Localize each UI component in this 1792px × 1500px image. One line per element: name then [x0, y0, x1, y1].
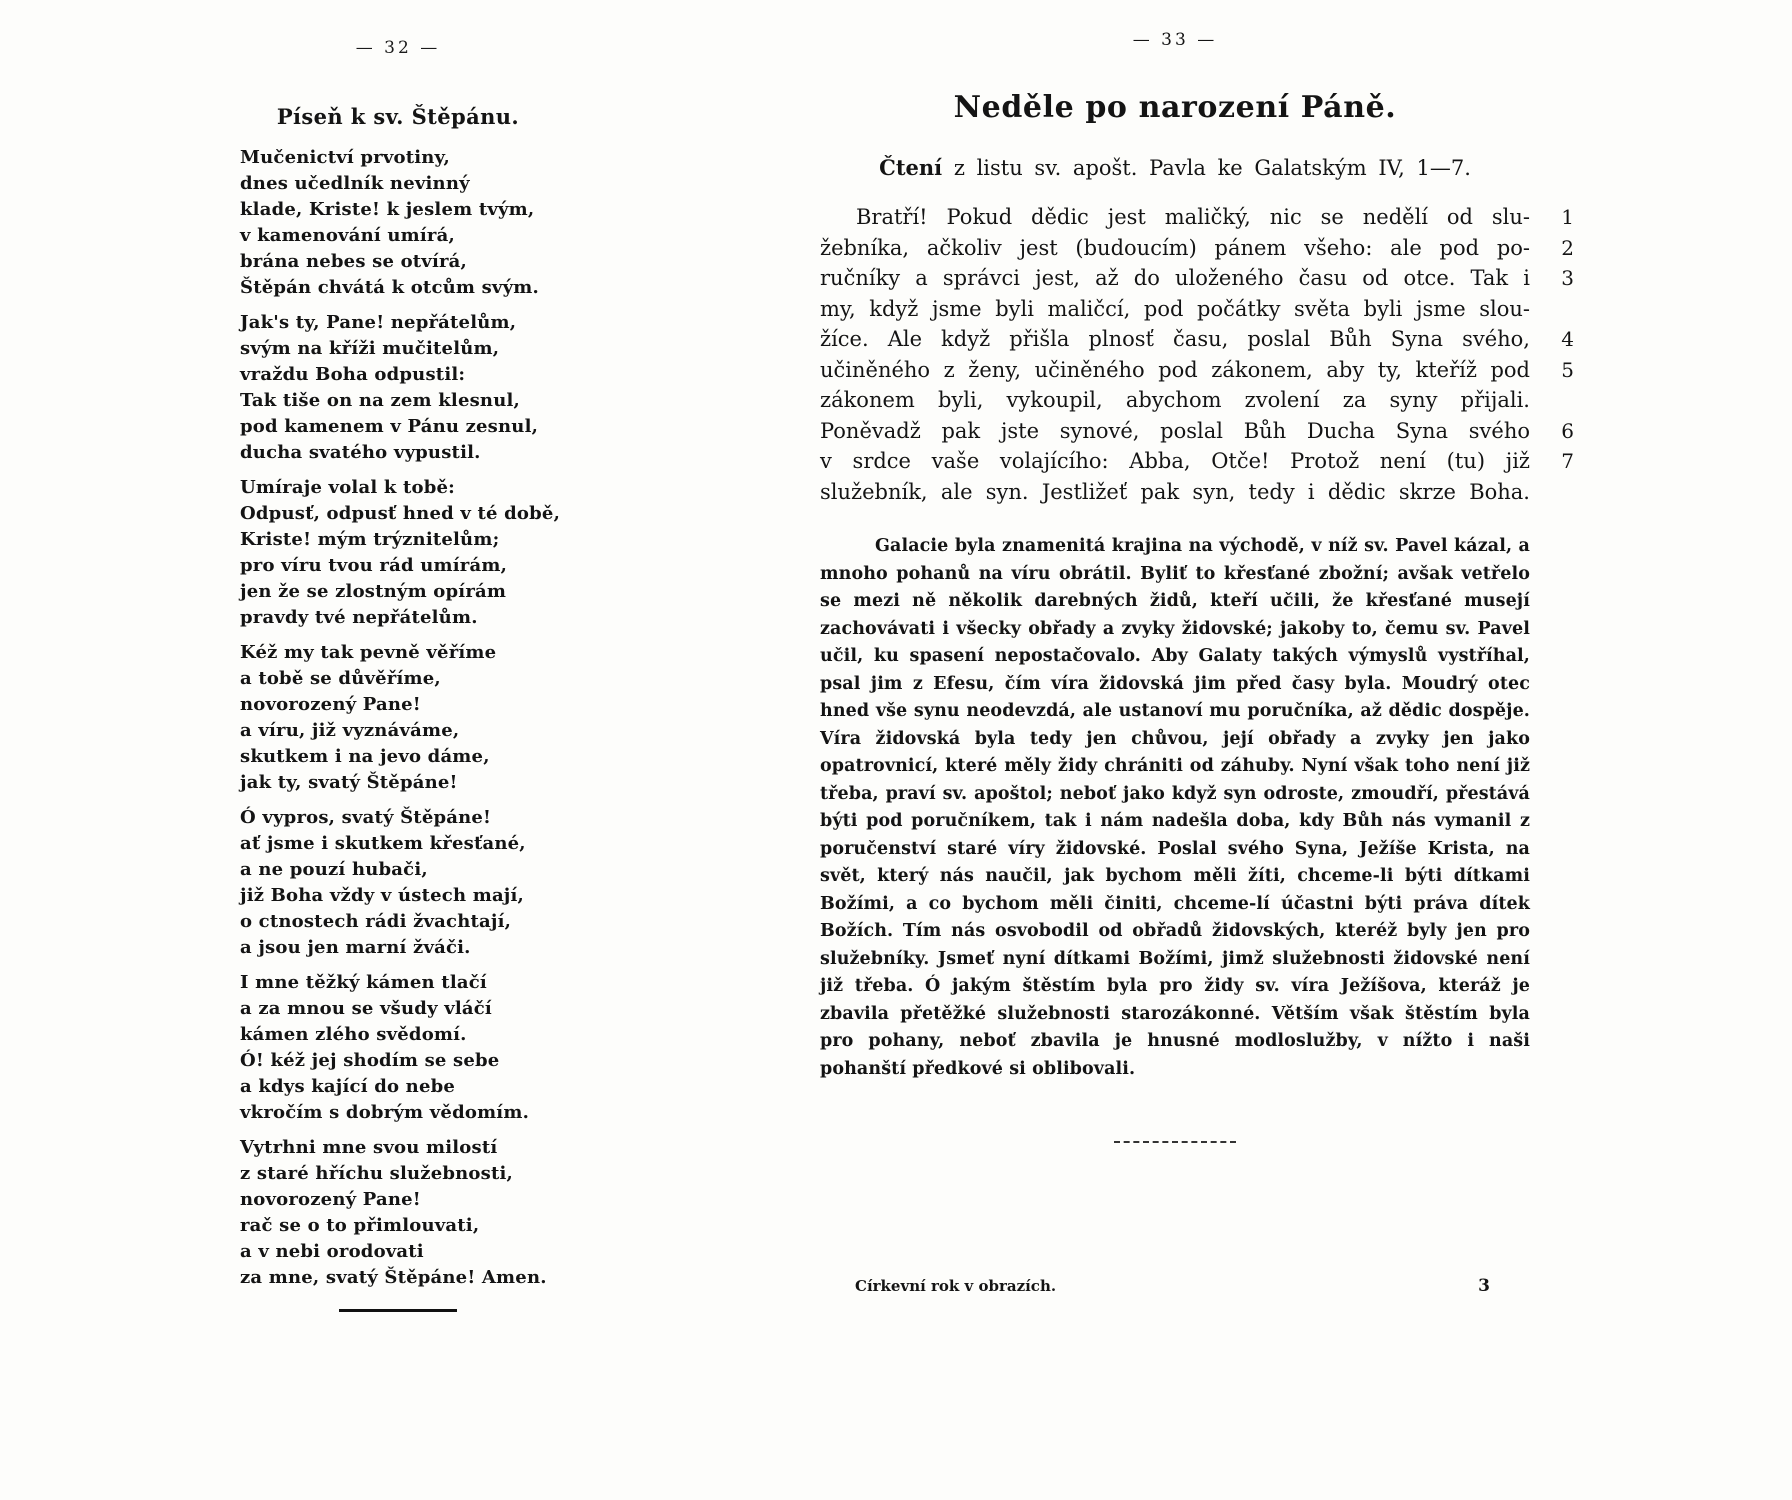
verse-number: 7 — [1561, 449, 1574, 473]
scripture-line-text: žíce. Ale když přišla plnosť času, poslal Bůh Syna svého, — [820, 327, 1530, 351]
poem — [240, 145, 561, 1291]
scripture-line — [820, 416, 1580, 447]
scripture-line-text: Poněvadž pak jste synové, poslal Bůh Ducha Syna svého — [820, 418, 1530, 443]
page-right — [820, 30, 1580, 1296]
verse-number — [1530, 385, 1574, 416]
poem-line: ducha svatého vypustil. — [240, 442, 481, 463]
poem-line: a tobě se důvěříme, — [240, 668, 441, 689]
scripture-line — [820, 263, 1580, 294]
poem-line: kámen zlého svědomí. — [240, 1024, 467, 1045]
verse-number: 1 — [1561, 205, 1574, 229]
poem-line: rač se o to přimlouvati, — [240, 1215, 480, 1236]
scripture-line — [820, 233, 1580, 264]
scripture-line-text: ručníky a správci jest, až do uloženého času od otce. Tak i — [820, 266, 1530, 290]
scripture-line-text: my, když jsme byli maličcí, pod počátky světa byli jsme slou- — [820, 296, 1530, 321]
poem-line: a kdys kající do nebe — [240, 1076, 456, 1097]
reading-heading-lead: Čtení — [879, 155, 943, 180]
footer-book-title: Církevní rok v obrazích. — [855, 1277, 1057, 1295]
verse-number: 6 — [1561, 418, 1574, 443]
left-page-title: Píseň k sv. Štěpánu. — [276, 104, 520, 129]
scripture-line — [820, 202, 1580, 233]
right-page-title: Neděle po narození Páně. — [953, 90, 1397, 125]
poem-line: jen že se zlostným opírám — [240, 581, 507, 602]
scripture-line-text: učiněného z ženy, učiněného pod zákonem, aby ty, kteříž pod — [820, 357, 1530, 382]
scripture-line-text: zákonem byli, vykoupil, abychom zvolení za syny přijali. — [820, 388, 1530, 412]
poem-line: z staré hříchu služebnosti, — [240, 1163, 513, 1184]
poem-line: Vytrhni mne svou milostí — [240, 1137, 498, 1158]
poem-stanza — [240, 1135, 556, 1291]
poem-line: již Boha vždy v ústech mají, — [240, 885, 525, 906]
poem-stanza — [240, 145, 556, 301]
poem-line: pro víru tvou rád umírám, — [240, 555, 508, 576]
poem-line: novorozený Pane! — [240, 1189, 421, 1210]
poem-line: svým na kříži mučitelům, — [240, 338, 500, 359]
poem-line: skutkem i na jevo dáme, — [240, 746, 490, 767]
poem-line: Štěpán chvátá k otcům svým. — [240, 277, 539, 298]
scripture-line-text: v srdce vaše volajícího: Abba, Otče! Protož není (tu) již — [820, 449, 1530, 473]
scripture-line — [820, 355, 1580, 386]
scripture-line-text: žebníka, ačkoliv jest (budoucím) pánem všeho: ale pod po- — [820, 235, 1530, 260]
poem-line: Kéž my tak pevně věříme — [240, 642, 497, 663]
verse-number: 5 — [1561, 357, 1574, 382]
poem-stanza — [240, 310, 556, 466]
commentary-paragraph: Galacie byla znamenitá krajina na východě, v níž sv. Pavel kázal, a mnoho pohanů na víru obrátil. Byliť to křesťané zbožní; avšak vetřelo se mezi ně několik darebných židů, kteří učili, že křesťané musejí zachovávati i všecky obřady a zvyky židovské; jakoby to, čemu sv. Pavel učil, ku spasení nepostačovalo. Aby Galaty takých výmyslů vystříhal, psal jim z Efesu, čím víra židovská jim před časy byla. Moudrý otec hned vše synu neodevzdá, ale ustanoví mu poručníka, až dědic dospěje. Víra židovská byla tedy jen chůvou, její obřady a zvyky jen jako opatrovnicí, které měly židy chrániti od záhuby. Nyní však toho není již třeba, praví sv. apoštol; neboť jako když syn odroste, zmoudří, přestává býti pod poručníkem, tak i nám nadešla doba, kdy Bůh nás vymanil z poručenství staré víry židovské. Poslal svého Syna, Ježíše Krista, na svět, který nás naučil, jak bychom měli žíti, chceme-li býti dítkami Božími, a co bychom měli činiti, chceme-lí účastni býti práva dítek Božích. Tím nás osvobodil od obřadů židovských, kteréž byly jen pro služebníky. Jsmeť nyní dítkami Božími, jimž služebnosti židovské není již třeba. Ó jakým štěstím byla pro židy sv. víra Ježíšova, kteráž je zbavila přetěžké služebnosti starozákonné. Větším však štěstím byla pro pohany, neboť zbavila je hnusné modloslužby, v nížto i naši pohanští předkové si oblibovali. — [820, 536, 1530, 1079]
section-divider-rule — [1114, 1141, 1236, 1143]
scripture-line — [820, 446, 1580, 477]
poem-line: Jak's ty, Pane! nepřátelům, — [240, 312, 517, 333]
left-page-end-rule — [339, 1309, 457, 1312]
poem-line: za mne, svatý Štěpáne! Amen. — [240, 1267, 547, 1288]
poem-line: v kamenování umírá, — [240, 225, 455, 246]
scripture-line — [820, 385, 1580, 416]
reading-heading — [820, 155, 1530, 180]
poem-line: Kriste! mým trýznitelům; — [240, 529, 500, 550]
poem-line: vkročím s dobrým vědomím. — [240, 1102, 530, 1123]
poem-line: a víru, již vyznáváme, — [240, 720, 460, 741]
poem-line: novorozený Pane! — [240, 694, 421, 715]
poem-stanza — [240, 475, 561, 631]
poem-line: klade, Kriste! k jeslem tvým, — [240, 199, 535, 220]
poem-line: jak ty, svatý Štěpáne! — [240, 772, 458, 793]
poem-line: pod kamenem v Pánu zesnul, — [240, 416, 539, 437]
verse-number: 2 — [1561, 235, 1574, 260]
poem-line: a v nebi orodovati — [240, 1241, 424, 1262]
poem-line: ať jsme i skutkem křesťané, — [240, 833, 526, 854]
scripture-line-text: služebník, ale syn. Jestližeť pak syn, tedy i dědic skrze Boha. — [820, 479, 1530, 504]
poem-line: I mne těžký kámen tlačí — [240, 972, 487, 993]
poem-line: a za mnou se všudy vláčí — [240, 998, 492, 1019]
page-left — [240, 38, 561, 1312]
poem-line: vraždu Boha odpustil: — [240, 364, 466, 385]
poem-line: a ne pouzí hubači, — [240, 859, 428, 880]
poem-line: pravdy tvé nepřátelům. — [240, 607, 478, 628]
poem-line: o ctnostech rádi žvachtají, — [240, 911, 512, 932]
poem-line: Ó vypros, svatý Štěpáne! — [240, 807, 492, 828]
poem-line: Umíraje volal k tobě: — [240, 477, 455, 498]
scripture-line — [820, 324, 1580, 355]
poem-line: Mučenictví prvotiny, — [240, 147, 450, 168]
verse-number — [1530, 477, 1574, 508]
left-page-number: — 32 — — [355, 38, 441, 58]
verse-number — [1530, 294, 1574, 325]
poem-line: Odpusť, odpusť hned v té době, — [240, 503, 561, 524]
verse-number: 4 — [1561, 327, 1574, 351]
poem-stanza — [240, 640, 556, 796]
poem-line: Ó! kéž jej shodím se sebe — [240, 1050, 500, 1071]
reading-heading-rest: z listu sv. apošt. Pavla ke Galatským IV, 1—7. — [942, 156, 1471, 180]
poem-line: Tak tiše on na zem klesnul, — [240, 390, 521, 411]
poem-line: dnes učedlník nevinný — [240, 173, 470, 194]
poem-line: a jsou jen marní žváči. — [240, 937, 471, 958]
poem-stanza — [240, 805, 556, 961]
scripture-text — [820, 202, 1580, 507]
verse-number: 3 — [1561, 266, 1574, 290]
scripture-line — [820, 477, 1580, 508]
poem-line: brána nebes se otvírá, — [240, 251, 468, 272]
footer-page-number: 3 — [1478, 1276, 1490, 1296]
scripture-line-text: Bratří! Pokud dědic jest maličký, nic se nedělí od slu- — [856, 205, 1530, 229]
right-page-number: — 33 — — [1132, 30, 1218, 50]
scripture-line — [820, 294, 1580, 325]
page-footer — [855, 1276, 1490, 1296]
poem-stanza — [240, 970, 556, 1126]
